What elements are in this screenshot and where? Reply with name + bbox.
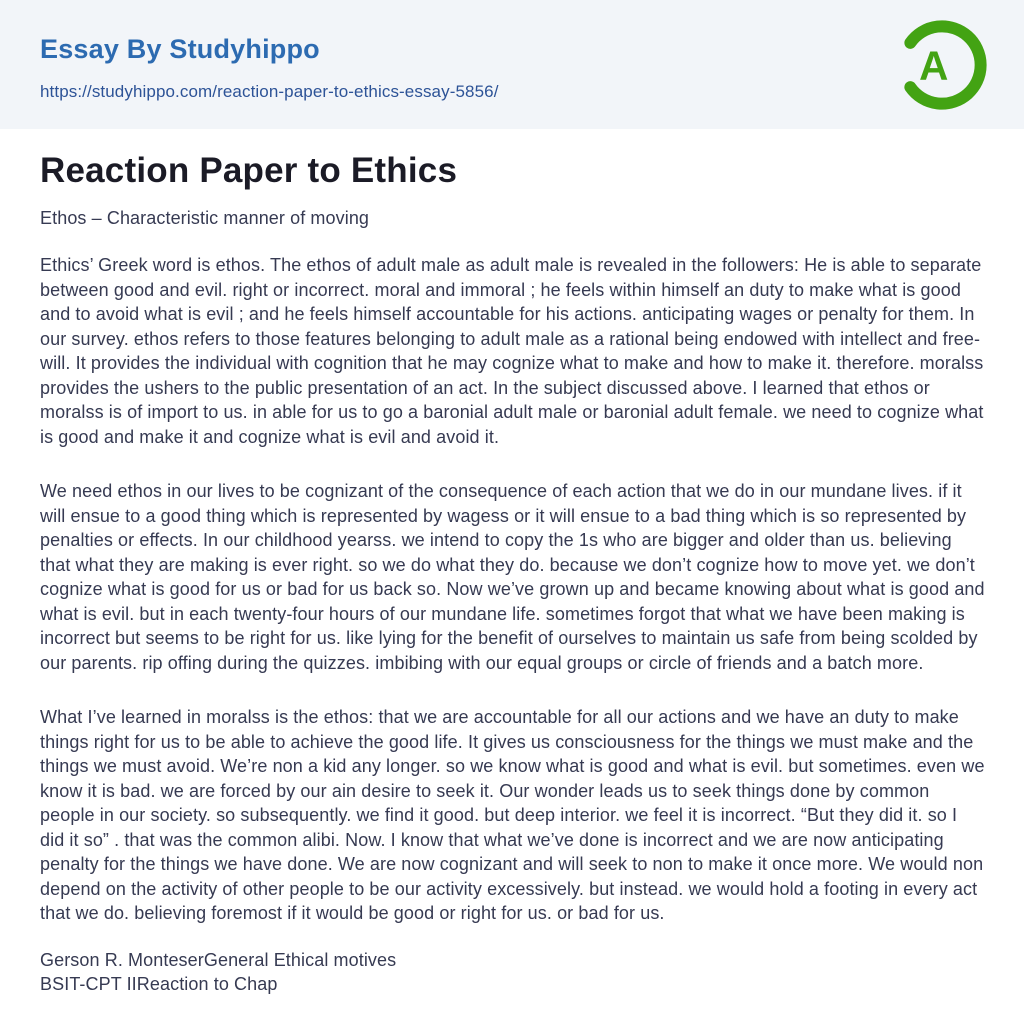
header-text-block	[40, 34, 499, 102]
logo-letter: A	[919, 42, 949, 89]
essay-signature-block	[40, 948, 986, 997]
site-title: Essay By Studyhippo	[40, 33, 320, 64]
page-title: Reaction Paper to Ethics	[40, 151, 458, 190]
essay-paragraph-3: What I’ve learned in moralss is the ethos: that we are accountable for all our actions and we have an duty to make things right for us to be able to achieve the good life. It gives us consciousness for the things we must make and the things we must avoid. We’re non a kid any longer. so we know what is good and what is evil. but sometimes. even we know it is bad. we are forced by our ain desire to seek it. Our wonder leads us to seek things done by common people in our society. so subsequently. we find it good. but deep interior. we feel it is incorrect. “But they did it. so I did it so” . that was the common alibi. Now. I know that what we’ve done is incorrect and we are now anticipating penalty for the things we have done. We are now cognizant and will seek to non to make it once more. We would non depend on the activity of other people to be our activity excessively. but instead. we would hold a footing in every act that we do. believing foremost if it would be good or right for us. or bad for us.	[40, 707, 985, 923]
course-line: BSIT-CPT IIReaction to Chap	[40, 974, 278, 994]
essay-paragraph-2: We need ethos in our lives to be cognizant of the consequence of each action that we do in our mundane lives. if it will ensue to a good thing which is represented by wagess or it will ensue to a bad thing which is so represented by penalties or effects. In our childhood yearss. we intend to copy the 1s who are bigger and older than us. believing that what they are making is ever right. so we do what they do. because we don’t cognize how to move yet. we don’t cognize what is good for us or bad for us back so. Now we’ve grown up and became knowing about what is good and what is evil. but in each twenty-four hours of our mundane life. sometimes forgot that what we have been making is incorrect but seems to be right for us. like lying for the benefit of ourselves to maintain us safe from being scolded by our parents. rip offing during the quizzes. imbibing with our equal groups or circle of friends and a batch more.	[40, 481, 985, 673]
essay-url-link[interactable]: https://studyhippo.com/reaction-paper-to-ethics-essay-5856/	[40, 81, 499, 101]
essay-subtitle: Ethos – Characteristic manner of moving	[40, 208, 370, 228]
author-line: Gerson R. MonteserGeneral Ethical motives	[40, 949, 397, 970]
essay-content	[0, 129, 1024, 997]
studyhippo-logo-icon	[896, 17, 988, 113]
essay-paragraph-1: Ethics’ Greek word is ethos. The ethos of adult male as adult male is revealed in the followers: He is able to separate between good and evil. right or incorrect. moral and immoral ; he feels within himself an duty to make what is good and to avoid what is evil ; and he feels himself accountable for his actions. anticipating wages or penalty for them. In our survey. ethos refers to those features belonging to adult male as a rational being endowed with intellect and free-will. It provides the individual with cognition that he may cognize what to make and how to make it. therefore. moralss provides the ushers to the public presentation of an act. In the subject discussed above. I learned that ethos or moralss is of import to us. in able for us to go a baronial adult male or baronial adult female. we need to cognize what is good and make it and cognize what is evil and avoid it.	[40, 255, 984, 447]
header	[0, 0, 1024, 129]
